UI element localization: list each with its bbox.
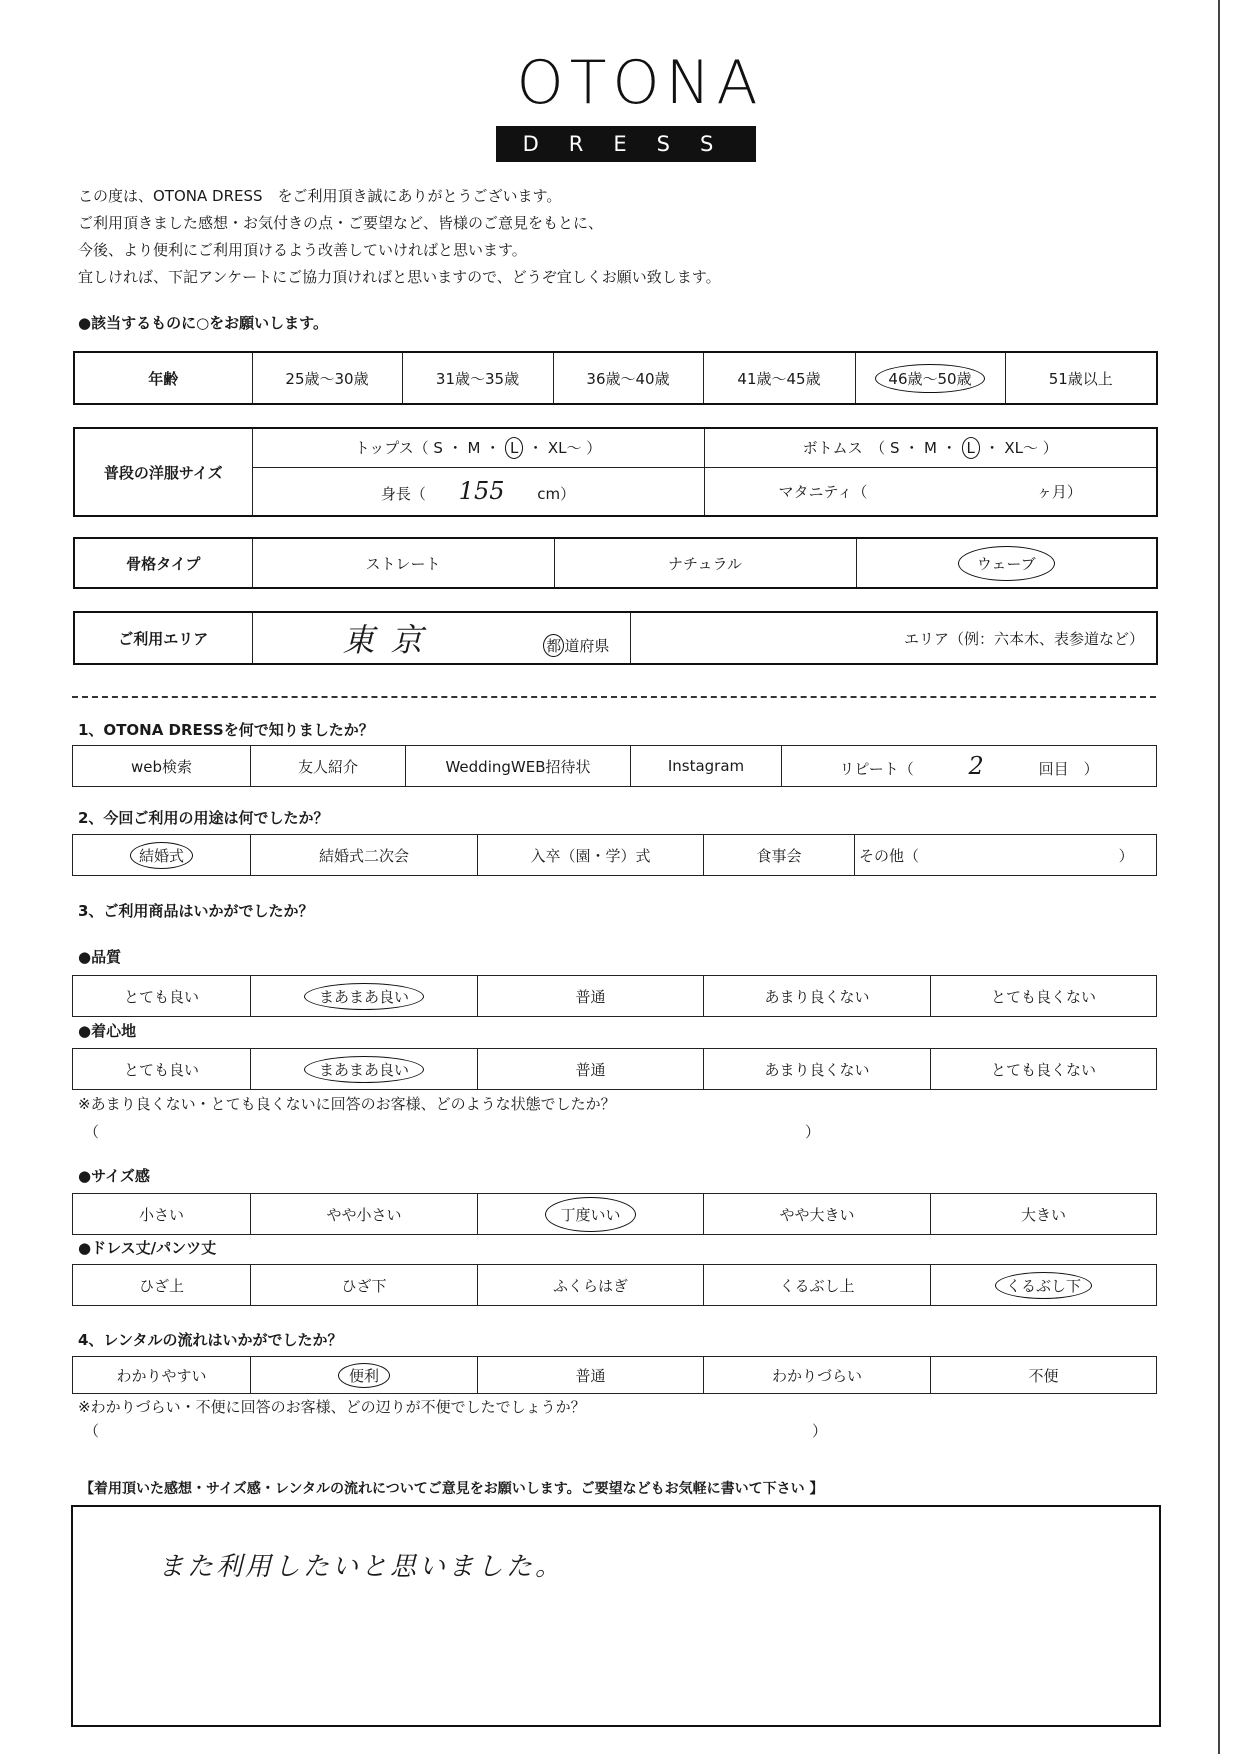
fit-option[interactable]: 大きい <box>931 1194 1157 1235</box>
comment-title: 【着用頂いた感想・サイズ感・レンタルの流れについてご意見をお願いします。ご要望などもお気軽に書いて下さい 】 <box>80 1481 824 1497</box>
fit-table <box>72 1193 1157 1235</box>
quality-label: ●品質 <box>78 948 122 966</box>
repeat-prefix: リピート（ <box>839 760 914 778</box>
size-label: 普段の洋服サイズ <box>74 428 252 516</box>
q4-title: 4、レンタルの流れはいかがでしたか？ <box>78 1331 343 1349</box>
other-close: ） <box>1118 846 1134 865</box>
intro-text <box>78 183 721 291</box>
height-prefix: 身長（ <box>380 485 426 504</box>
quality-option-selected[interactable] <box>251 976 478 1017</box>
q4-answer-open: （ <box>84 1422 100 1440</box>
comment-box[interactable] <box>71 1505 1161 1727</box>
q2-other[interactable] <box>855 835 1157 876</box>
bottoms-selected: L <box>962 437 980 459</box>
length-option[interactable]: くるぶし上 <box>704 1265 931 1306</box>
tops-suffix: ・ XL～ ） <box>528 438 602 457</box>
tops-selected: L <box>505 437 523 459</box>
body-type-option[interactable]: ナチュラル <box>554 538 856 588</box>
maternity-field[interactable] <box>704 467 1157 516</box>
bottoms-size[interactable] <box>704 428 1157 467</box>
comfort-option[interactable]: とても良い <box>73 1049 251 1090</box>
q4-option-selected[interactable] <box>251 1357 478 1394</box>
selection-circle: くるぶし下 <box>995 1272 1092 1299</box>
comfort-option[interactable]: とても良くない <box>931 1049 1157 1090</box>
quality-option[interactable]: あまり良くない <box>704 976 931 1017</box>
fit-option[interactable]: やや大きい <box>704 1194 931 1235</box>
age-option-selected[interactable] <box>855 352 1005 404</box>
bottoms-suffix: ・ XL～ ） <box>984 438 1058 457</box>
q4-option[interactable]: 普通 <box>478 1357 704 1394</box>
quality-option[interactable]: とても良い <box>73 976 251 1017</box>
comfort-answer-close: ） <box>805 1123 821 1141</box>
selection-circle: まあまあ良い <box>304 983 424 1010</box>
length-table <box>72 1264 1157 1306</box>
other-label: その他（ <box>859 846 920 865</box>
q4-table <box>72 1356 1157 1394</box>
repeat-suffix: 回目 ） <box>1038 760 1099 778</box>
age-option[interactable]: 36歳～40歳 <box>553 352 703 404</box>
q1-repeat[interactable] <box>782 746 1157 787</box>
age-label: 年齢 <box>74 352 252 404</box>
tops-prefix: トップス（ S ・ M ・ <box>354 438 501 457</box>
fit-option[interactable]: 小さい <box>73 1194 251 1235</box>
q2-option-selected[interactable] <box>73 835 251 876</box>
logo-dress: DRESS <box>496 126 756 162</box>
fit-option[interactable]: やや小さい <box>251 1194 478 1235</box>
scan-edge-line <box>1218 0 1220 1754</box>
prefecture-circled: 都 <box>543 634 564 657</box>
age-option[interactable]: 31歳～35歳 <box>402 352 553 404</box>
comfort-answer-open: （ <box>84 1123 100 1141</box>
height-suffix: cm） <box>537 485 576 504</box>
selection-circle: 結婚式 <box>130 842 193 869</box>
q2-option[interactable]: 食事会 <box>704 835 855 876</box>
q4-answer-close: ） <box>812 1422 828 1440</box>
comfort-option[interactable]: あまり良くない <box>704 1049 931 1090</box>
maternity-suffix: ヶ月） <box>1036 482 1082 501</box>
body-type-label: 骨格タイプ <box>74 538 252 588</box>
q4-option[interactable]: 不便 <box>931 1357 1157 1394</box>
comfort-label: ●着心地 <box>78 1022 137 1040</box>
age-option[interactable]: 41歳～45歳 <box>703 352 855 404</box>
body-type-option-selected[interactable] <box>856 538 1157 588</box>
quality-option[interactable]: 普通 <box>478 976 704 1017</box>
q4-option[interactable]: わかりやすい <box>73 1357 251 1394</box>
fit-option-selected[interactable] <box>478 1194 704 1235</box>
q2-option[interactable]: 入卒（園・学）式 <box>478 835 704 876</box>
age-table <box>73 351 1158 405</box>
length-option[interactable]: ひざ下 <box>251 1265 478 1306</box>
comfort-option-selected[interactable] <box>251 1049 478 1090</box>
q2-table <box>72 834 1157 876</box>
area-hint-field[interactable] <box>630 612 1157 664</box>
prefecture-suffix: 道府県 <box>564 637 610 655</box>
logo-otona: OTONA <box>516 48 764 118</box>
intro-line: 今後、より便利にご利用頂けるよう改善していければと思います。 <box>78 241 527 259</box>
body-type-option[interactable]: ストレート <box>252 538 554 588</box>
q2-title: 2、今回ご利用の用途は何でしたか？ <box>78 809 329 827</box>
size-table <box>73 427 1158 517</box>
height-value: 155 <box>458 477 505 506</box>
selection-circle: 丁度いい <box>545 1197 635 1232</box>
body-type-table <box>73 537 1158 589</box>
q1-table <box>72 745 1157 787</box>
q4-option[interactable]: わかりづらい <box>704 1357 931 1394</box>
intro-line: 宜しければ、下記アンケートにご協力頂ければと思いますので、どうぞ宜しくお願い致します。 <box>78 268 721 286</box>
q1-option[interactable]: WeddingWEB招待状 <box>406 746 631 787</box>
instruction-heading: ●該当するものに○をお願いします。 <box>78 314 328 332</box>
q3-title: 3、ご利用商品はいかがでしたか？ <box>78 902 314 920</box>
selection-circle: まあまあ良い <box>304 1056 424 1083</box>
intro-line: この度は、OTONA DRESS をご利用頂き誠にありがとうございます。 <box>78 187 562 205</box>
length-option-selected[interactable] <box>931 1265 1157 1306</box>
fit-label: ●サイズ感 <box>78 1167 150 1185</box>
age-option[interactable]: 51歳以上 <box>1005 352 1157 404</box>
bottoms-prefix: ボトムス （ S ・ M ・ <box>802 438 957 457</box>
tops-size[interactable] <box>252 428 704 467</box>
q4-note: ※わかりづらい・不便に回答のお客様、どの辺りが不便でしたでしょうか？ <box>78 1398 586 1416</box>
length-label: ●ドレス丈/パンツ丈 <box>78 1239 217 1257</box>
q1-option[interactable]: Instagram <box>631 746 782 787</box>
comfort-table <box>72 1048 1157 1090</box>
age-option[interactable]: 25歳～30歳 <box>252 352 402 404</box>
prefecture-field[interactable] <box>252 612 630 664</box>
height-field[interactable] <box>252 467 704 516</box>
maternity-prefix: マタニティ（ <box>778 482 868 501</box>
selection-circle: 便利 <box>338 1363 390 1388</box>
area-hint: エリア（例：六本木、表参道など） <box>903 629 1144 648</box>
prefecture-value: 東京 <box>342 621 439 659</box>
comment-text: また利用したいと思いました。 <box>158 1552 565 1582</box>
q1-option[interactable]: web検索 <box>73 746 251 787</box>
intro-line: ご利用頂きました感想・お気付きの点・ご要望など、皆様のご意見をもとに、 <box>78 214 604 232</box>
quality-table <box>72 975 1157 1017</box>
area-label: ご利用エリア <box>74 612 252 664</box>
selection-circle: 46歳～50歳 <box>875 364 984 393</box>
quality-option[interactable]: とても良くない <box>931 976 1157 1017</box>
comfort-note: ※あまり良くない・とても良くないに回答のお客様、どのような状態でしたか？ <box>78 1095 616 1113</box>
comfort-option[interactable]: 普通 <box>478 1049 704 1090</box>
area-table <box>73 611 1158 665</box>
repeat-value: 2 <box>968 752 984 780</box>
section-divider <box>72 696 1156 698</box>
q2-option[interactable]: 結婚式二次会 <box>251 835 478 876</box>
q1-title: 1、OTONA DRESSを何で知りましたか？ <box>78 721 374 739</box>
length-option[interactable]: ひざ上 <box>73 1265 251 1306</box>
length-option[interactable]: ふくらはぎ <box>478 1265 704 1306</box>
selection-circle: ウェーブ <box>958 546 1055 581</box>
q1-option[interactable]: 友人紹介 <box>251 746 406 787</box>
